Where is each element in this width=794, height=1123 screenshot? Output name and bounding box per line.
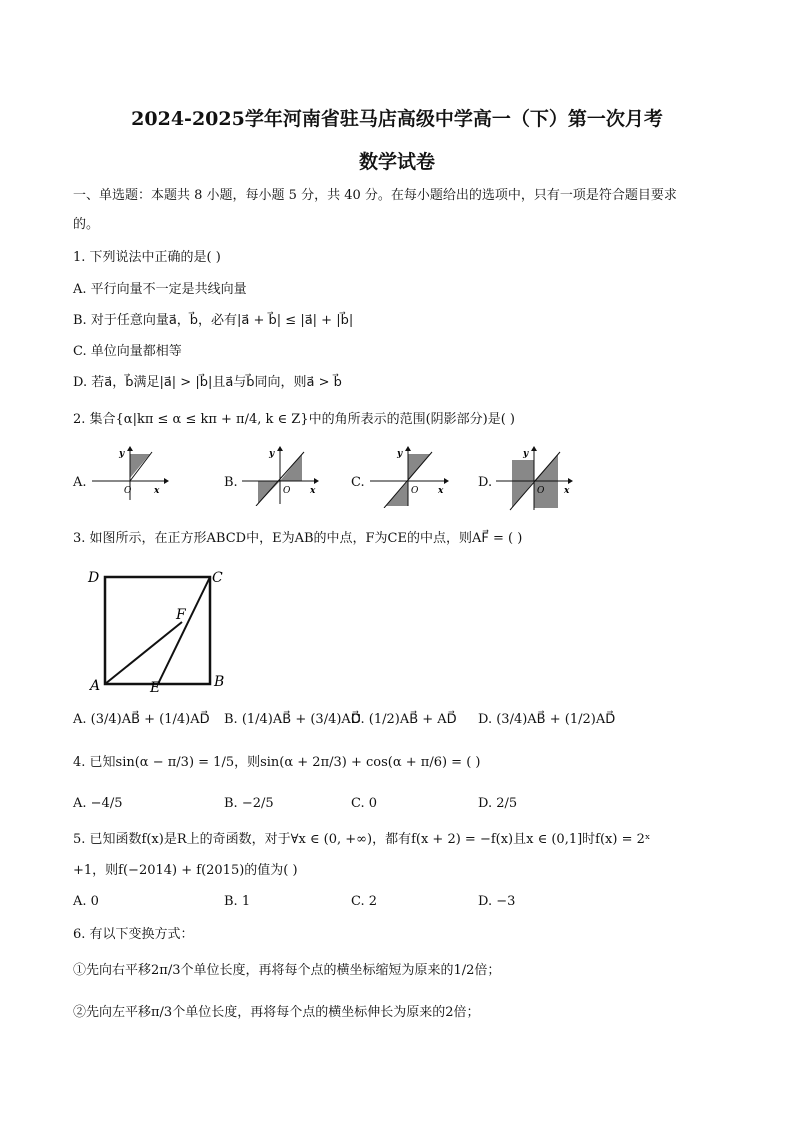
q4-option-d: D. 2/5: [478, 796, 518, 811]
q4-stem: 4. 已知sin(α − π/3) = 1/5，则sin(α + 2π/3) + cos(α + π/6) = ( ): [73, 755, 481, 770]
q6-item-2: ②先向左平移π/3个单位长度，再将每个点的横坐标伸长为原来的2倍；: [73, 1005, 480, 1020]
q5-option-c: C. 2: [351, 894, 378, 909]
q2-a-x-label: x: [154, 486, 160, 496]
q3-point-d: D: [88, 570, 100, 586]
q3-option-b: B. (1/4)AB⃗ + (3/4)AD⃗: [224, 712, 361, 727]
q2-a-origin: O: [124, 486, 132, 496]
q2-figure-a: [90, 446, 170, 502]
q3-point-e: E: [150, 680, 161, 694]
q1-option-c: C. 单位向量都相等: [73, 344, 182, 359]
q1-option-a: A. 平行向量不一定是共线向量: [73, 282, 247, 297]
q3-option-c: C. (1/2)AB⃗ + AD⃗: [351, 712, 457, 727]
q2-figure-b: [240, 446, 322, 506]
q2-b-y-label: y: [269, 449, 275, 459]
q3-point-b: B: [214, 674, 225, 690]
section-instruction-line1: 一、单选题：本题共 8 小题，每小题 5 分，共 40 分。在每小题给出的选项中，只有一项是符合题目要求: [73, 188, 677, 203]
q4-option-b: B. −2/5: [224, 796, 274, 811]
q3-option-a: A. (3/4)AB⃗ + (1/4)AD⃗: [73, 712, 210, 727]
q2-label-b: B.: [224, 475, 238, 490]
q3-point-a: A: [90, 678, 101, 694]
q4-option-a: A. −4/5: [73, 796, 123, 811]
q2-figure-c: [368, 446, 452, 508]
q2-c-x-label: x: [438, 486, 444, 496]
q3-square-figure: [84, 566, 234, 694]
q3-point-c: C: [212, 570, 223, 586]
q4-option-c: C. 0: [351, 796, 378, 811]
q3-option-d: D. (3/4)AB⃗ + (1/2)AD⃗: [478, 712, 616, 727]
q2-c-origin: O: [411, 486, 419, 496]
q5-option-d: D. −3: [478, 894, 516, 909]
q3-point-f: F: [176, 607, 186, 623]
q1-option-b: B. 对于任意向量a⃗，b⃗，必有|a⃗ + b⃗| ≤ |a⃗| + |b⃗|: [73, 313, 354, 328]
q2-b-x-label: x: [310, 486, 316, 496]
q3-stem: 3. 如图所示，在正方形ABCD中，E为AB的中点，F为CE的中点，则AF⃗ = ( ): [73, 531, 523, 546]
exam-subtitle: 数学试卷: [358, 151, 435, 173]
q6-item-1: ①先向右平移2π/3个单位长度，再将每个点的横坐标缩短为原来的1/2倍；: [73, 963, 501, 978]
q1-option-d: D. 若a⃗，b⃗满足|a⃗| > |b⃗|且a⃗与b⃗同向，则a⃗ > b⃗: [73, 375, 342, 390]
q5-stem-line2: +1，则f(−2014) + f(2015)的值为( ): [73, 863, 298, 878]
q2-label-d: D.: [478, 475, 493, 490]
q5-option-b: B. 1: [224, 894, 251, 909]
q2-label-a: A.: [73, 475, 87, 490]
q2-a-y-label: y: [119, 449, 125, 459]
q2-figure-d: [494, 446, 576, 512]
q2-c-y-label: y: [397, 449, 403, 459]
q2-label-c: C.: [351, 475, 365, 490]
q2-stem: 2. 集合{α|kπ ≤ α ≤ kπ + π/4, k ∈ Z}中的角所表示的范围(阴影部分)是( ): [73, 412, 516, 427]
q5-option-a: A. 0: [73, 894, 99, 909]
q2-d-origin: O: [537, 486, 545, 496]
q2-d-y-label: y: [523, 449, 529, 459]
exam-title: 2024-2025学年河南省驻马店高级中学高一（下）第一次月考: [131, 108, 663, 130]
q2-d-x-label: x: [564, 486, 570, 496]
q2-b-origin: O: [283, 486, 291, 496]
q6-stem: 6. 有以下变换方式：: [73, 927, 194, 942]
section-instruction-line2: 的。: [73, 217, 100, 232]
q5-stem-line1: 5. 已知函数f(x)是R上的奇函数，对于∀x ∈ (0, +∞)，都有f(x + 2) = −f(x)且x ∈ (0,1]时f(x) = 2ˣ: [73, 832, 651, 847]
q1-stem: 1. 下列说法中正确的是( ): [73, 250, 221, 265]
